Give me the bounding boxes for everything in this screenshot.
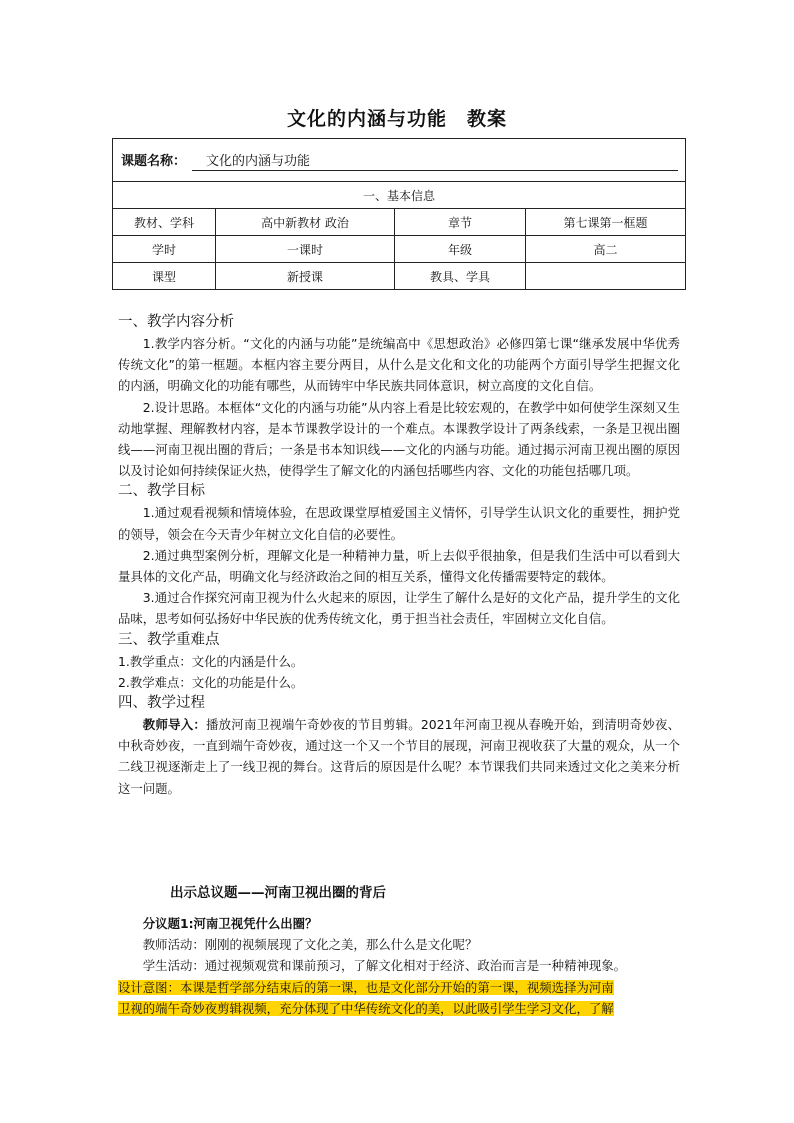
section-header-row: [113, 182, 686, 209]
topic-label: 课题名称：: [121, 153, 187, 169]
topic-value: 文化的内涵与功能: [192, 150, 678, 171]
design-intent-line: 卫视的端午奇妙夜剪辑视频，充分体现了中华传统文化的美，以此吸引学生学习文化，了解: [118, 1001, 614, 1016]
document-title: 文化的内涵与功能 教案: [286, 108, 507, 130]
table-cell: 年级: [395, 236, 526, 263]
section-heading: 四、教学过程: [118, 695, 205, 712]
table-row: [113, 236, 686, 263]
paragraph: 2.通过典型案例分析，理解文化是一种精神力量，听上去似乎很抽象，但是我们生活中可以看到大量具体的文化产品，明确文化与经济政治之间的相互关系，懂得文化传播需要特定的载体。: [118, 547, 680, 585]
design-intent: [118, 977, 680, 1019]
table-cell: 高二: [526, 236, 686, 263]
teacher-activity: 教师活动：刚刚的视频展现了文化之美，那么什么是文化呢？: [142, 937, 478, 953]
table-cell: 章节: [395, 209, 526, 236]
list-item: 2.教学难点：文化的功能是什么。: [118, 674, 304, 690]
table-cell: 高中新教材 政治: [216, 209, 395, 236]
intro-label: 教师导入：: [142, 717, 207, 733]
table-row: [113, 263, 686, 290]
paragraph: 3.通过合作探究河南卫视为什么火起来的原因，让学生了解什么是好的文化产品，提升学生的文化品味，思考如何弘扬好中华民族的优秀传统文化，勇于担当社会责任，牢固树立文化自信。: [118, 590, 680, 627]
table-cell: 一课时: [216, 236, 395, 263]
paragraph: 1.教学内容分析。“文化的内涵与功能”是统编高中《思想政治》必修四第七课“继承发展中华优秀传统文化”的第一框题。本框内容主要分两目，从什么是文化和文化的功能两个方面引导学生把握文化的内涵，明确文化的功能有哪些，从而铸牢中华民族共同体意识，树立高度的文化自信。: [118, 336, 680, 394]
list-item: 1.教学重点：文化的内涵是什么。: [118, 653, 304, 669]
main-topic: 出示总议题——河南卫视出圈的背后: [170, 885, 386, 901]
content-body: [118, 312, 680, 799]
student-activity: 学生活动：通过视频观赏和课前预习，了解文化相对于经济、政治而言是一种精神现象。: [142, 958, 627, 974]
table-row: [113, 209, 686, 236]
paragraph: [118, 714, 680, 799]
basic-info-table: [112, 138, 686, 290]
section-heading: 二、教学目标: [118, 483, 205, 500]
table-cell: [526, 263, 686, 290]
table-cell: 新授课: [216, 263, 395, 290]
table-cell: 课型: [113, 263, 216, 290]
activity-block: [118, 913, 680, 977]
section-header-cell: 一、基本信息: [113, 182, 686, 209]
intro-text: 播放河南卫视端午奇妙夜的节目剪辑。2021年河南卫视从春晚开始，到清明奇妙夜、中秋奇妙夜，一直到端午奇妙夜，通过这一个又一个节目的展现，河南卫视收获了大量的观众，从一个二线卫视逐渐走上了一线卫视的舞台。这背后的原因是什么呢？本节课我们共同来透过文化之美来分析这一问题。: [118, 717, 680, 796]
paragraph: 1.通过观看视频和情境体验，在思政课堂厚植爱国主义情怀，引导学生认识文化的重要性，拥护党的领导，领会在今天青少年树立文化自信的必要性。: [118, 505, 680, 542]
design-intent-line: 设计意图：本课是哲学部分结束后的第一课，也是文化部分开始的第一课，视频选择为河南: [118, 980, 614, 995]
paragraph: 2.设计思路。本框体“文化的内涵与功能”从内容上看是比较宏观的，在教学中如何使学生深刻又生动地掌握、理解教材内容，是本节课教学设计的一个难点。本课教学设计了两条线索，一条是卫视出圈线——河南卫视出圈的背后；一条是书本知识线——文化的内涵与功能。通过揭示河南卫视出圈的原因以及讨论如何持续保证火热，使得学生了解文化的内涵包括哪些内容、文化的功能包括哪几项。: [118, 399, 680, 479]
section-heading: 三、教学重难点: [118, 631, 220, 648]
section-heading: 一、教学内容分析: [118, 314, 234, 330]
table-cell: 教材、学科: [113, 209, 216, 236]
table-cell: 第七课第一框题: [526, 209, 686, 236]
table-cell: 教具、学具: [395, 263, 526, 290]
sub-topic-1: 分议题1:河南卫视凭什么出圈？: [142, 916, 318, 931]
table-cell: 学时: [113, 236, 216, 263]
topic-row: [113, 139, 686, 182]
